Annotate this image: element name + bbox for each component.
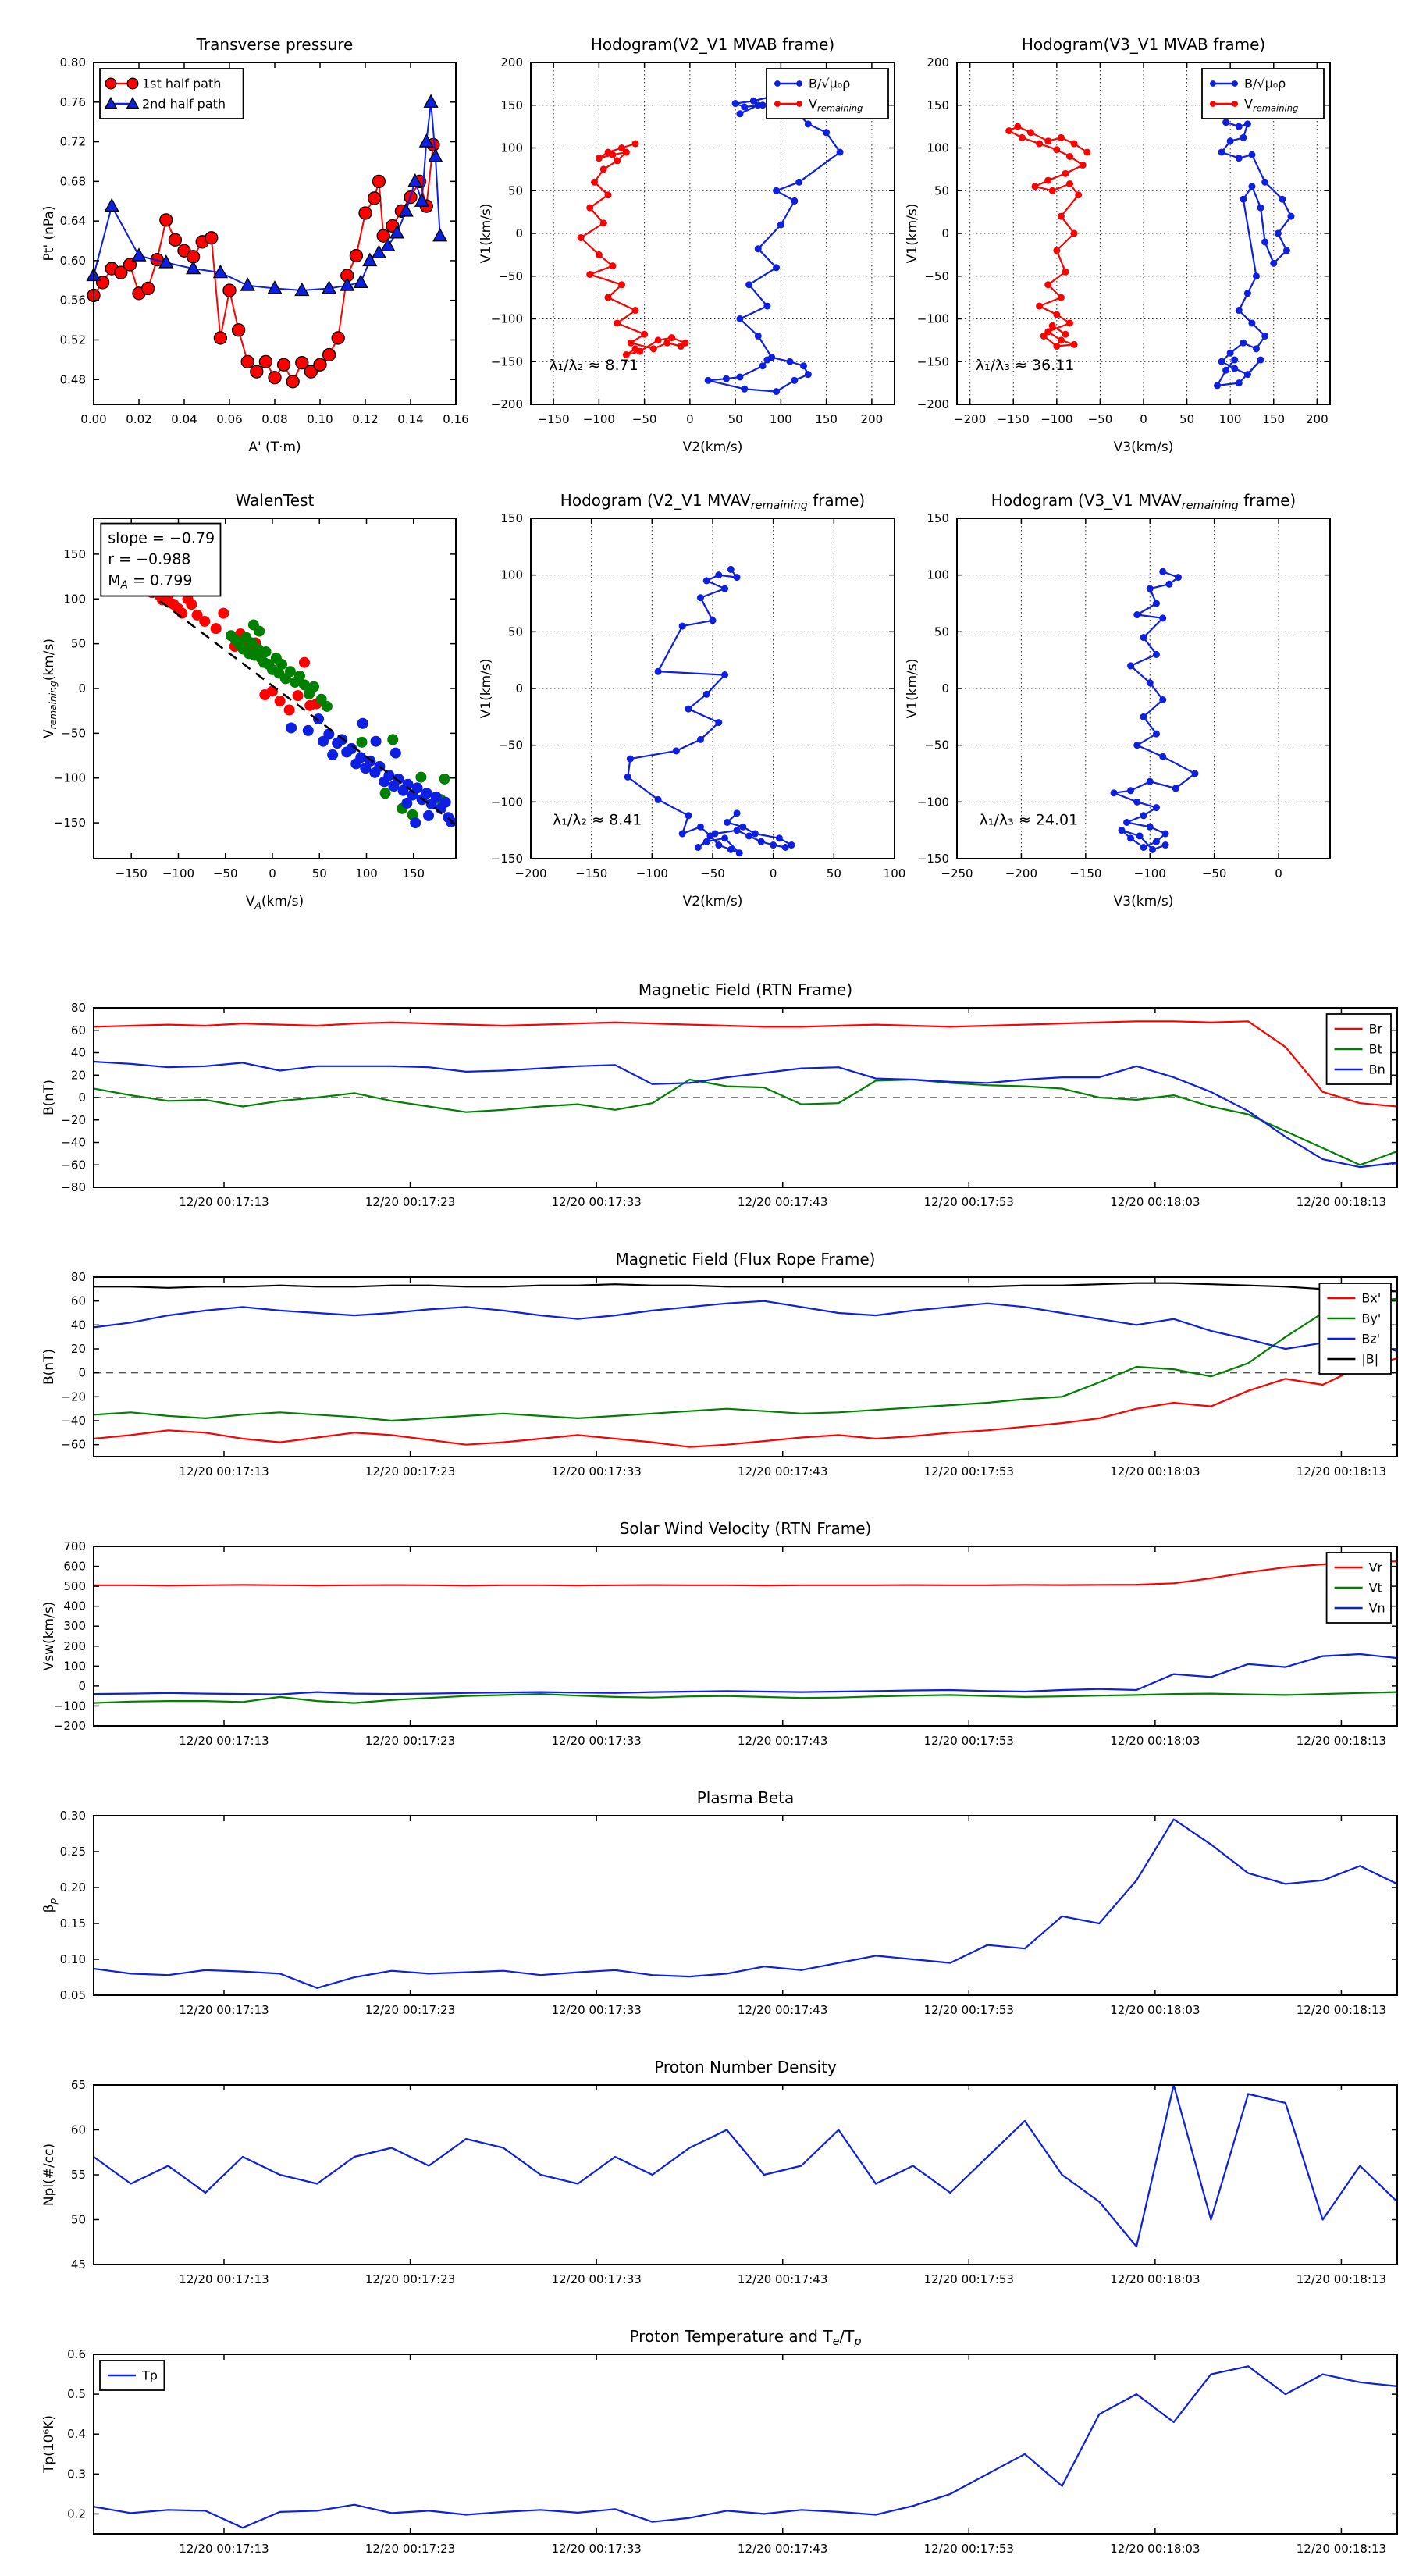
svg-text:0: 0 <box>941 226 949 240</box>
svg-text:0.20: 0.20 <box>59 1880 86 1895</box>
svg-text:80: 80 <box>70 1270 86 1284</box>
svg-text:−50: −50 <box>924 738 949 753</box>
svg-text:50: 50 <box>826 866 841 881</box>
svg-text:−50: −50 <box>61 726 86 741</box>
svg-text:Vn: Vn <box>1368 1600 1385 1616</box>
svg-text:−150: −150 <box>916 852 949 866</box>
svg-text:−100: −100 <box>582 412 615 426</box>
svg-text:0.10: 0.10 <box>59 1952 86 1966</box>
magnetic-field-flux-rope-chart <box>28 1241 1405 1493</box>
svg-text:0: 0 <box>78 1091 86 1105</box>
svg-text:B/√μ₀ρ: B/√μ₀ρ <box>1244 76 1286 91</box>
svg-text:12/20 00:18:03: 12/20 00:18:03 <box>1110 2003 1200 2017</box>
svg-text:−80: −80 <box>61 1180 86 1194</box>
svg-text:700: 700 <box>63 1539 86 1553</box>
svg-text:12/20 00:17:33: 12/20 00:17:33 <box>551 1734 642 1748</box>
svg-text:12/20 00:17:13: 12/20 00:17:13 <box>179 2272 269 2286</box>
svg-text:100: 100 <box>355 866 378 881</box>
svg-text:−60: −60 <box>61 1437 86 1452</box>
svg-text:600: 600 <box>63 1559 86 1574</box>
svg-text:−200: −200 <box>916 397 949 411</box>
svg-text:0.06: 0.06 <box>216 412 243 426</box>
svg-text:12/20 00:17:33: 12/20 00:17:33 <box>551 1464 642 1478</box>
svg-text:300: 300 <box>63 1619 86 1634</box>
svg-text:50: 50 <box>507 624 523 639</box>
svg-text:Bn: Bn <box>1368 1062 1385 1077</box>
svg-text:12/20 00:17:53: 12/20 00:17:53 <box>923 2003 1014 2017</box>
svg-text:55: 55 <box>70 2168 86 2182</box>
svg-text:12/20 00:17:53: 12/20 00:17:53 <box>923 2272 1014 2286</box>
svg-text:βp: $\beta_p$ <box>41 1898 59 1913</box>
hodogram-v3v1-mvav-chart <box>895 478 1341 934</box>
svg-text:200: 200 <box>1306 412 1329 426</box>
proton-number-density-svg <box>28 2049 1405 2300</box>
svg-text:Vt: Vt <box>1368 1580 1382 1596</box>
svg-text:0.80: 0.80 <box>59 55 86 69</box>
svg-text:λ₁/λ₃ ≈ 36.11: λ₁/λ₃ ≈ 36.11 <box>975 357 1075 375</box>
svg-text:−100: −100 <box>490 795 523 809</box>
hodogram-v2v1-mvab-chart <box>468 9 905 479</box>
svg-text:Br: Br <box>1368 1021 1383 1037</box>
svg-text:Magnetic Field (Flux Rope Fram: Magnetic Field (Flux Rope Frame) <box>615 1250 876 1268</box>
svg-text:0.00: 0.00 <box>80 412 107 426</box>
svg-text:V2(km/s): V2(km/s) <box>682 439 743 455</box>
magnetic-field-flux-rope-svg <box>28 1241 1405 1493</box>
svg-text:Hodogram (V2_V1 MVAVremaining: Hodogram (V2_V1 $MVAV_{remaining}$ frame) <box>560 491 866 512</box>
svg-text:0.76: 0.76 <box>59 94 86 109</box>
svg-text:−200: −200 <box>490 397 523 411</box>
svg-text:12/20 00:17:23: 12/20 00:17:23 <box>365 2542 456 2556</box>
svg-text:slope = −0.79: slope = −0.79 <box>108 529 215 547</box>
svg-text:−100: −100 <box>162 866 195 881</box>
svg-text:20: 20 <box>70 1068 86 1083</box>
svg-text:0.56: 0.56 <box>59 293 86 308</box>
svg-text:12/20 00:17:23: 12/20 00:17:23 <box>365 2272 456 2286</box>
svg-text:−150: −150 <box>490 852 523 866</box>
svg-text:150: 150 <box>927 511 949 525</box>
svg-text:V1(km/s): V1(km/s) <box>478 203 494 264</box>
svg-text:100: 100 <box>1218 412 1242 426</box>
svg-text:12/20 00:17:43: 12/20 00:17:43 <box>738 2542 828 2556</box>
svg-text:Hodogram (V3_V1 MVAVremaining: Hodogram (V3_V1 $MVAV_{remaining}$ frame) <box>991 491 1297 512</box>
hodogram-v2v1-mvav-svg <box>468 478 905 934</box>
svg-text:Vsw(km/s): Vsw(km/s) <box>41 1601 57 1671</box>
svg-text:0.64: 0.64 <box>59 214 86 229</box>
svg-text:50: 50 <box>1179 412 1195 426</box>
svg-text:Tp(10⁶K): Tp(10⁶K) <box>41 2414 57 2474</box>
svg-text:Npl(#/cc): Npl(#/cc) <box>41 2143 57 2207</box>
svg-text:12/20 00:17:43: 12/20 00:17:43 <box>738 1464 828 1478</box>
svg-text:−100: −100 <box>1133 866 1166 881</box>
svg-text:12/20 00:17:33: 12/20 00:17:33 <box>551 1195 642 1209</box>
svg-text:−50: −50 <box>1201 866 1227 881</box>
svg-text:12/20 00:18:13: 12/20 00:18:13 <box>1296 2272 1387 2286</box>
svg-text:λ₁/λ₂ ≈ 8.71: λ₁/λ₂ ≈ 8.71 <box>549 357 638 375</box>
svg-text:0.2: 0.2 <box>67 2507 86 2521</box>
svg-text:−150: −150 <box>575 866 608 881</box>
svg-text:400: 400 <box>63 1599 86 1614</box>
svg-text:0.05: 0.05 <box>59 1988 86 2002</box>
svg-text:100: 100 <box>500 141 523 155</box>
svg-text:12/20 00:17:43: 12/20 00:17:43 <box>738 2272 828 2286</box>
svg-text:Solar Wind Velocity (RTN Frame: Solar Wind Velocity (RTN Frame) <box>619 1519 872 1538</box>
svg-text:0: 0 <box>78 1678 86 1693</box>
svg-text:Tp: Tp <box>142 2368 158 2383</box>
svg-text:50: 50 <box>934 183 949 198</box>
svg-text:40: 40 <box>70 1318 86 1332</box>
svg-text:−50: −50 <box>631 412 657 426</box>
svg-text:MA = 0.799: $M_A = 0.799$ <box>108 571 193 592</box>
svg-text:12/20 00:17:23: 12/20 00:17:23 <box>365 1734 456 1748</box>
svg-text:−150: −150 <box>115 866 148 881</box>
hodogram-v2v1-mvab-svg <box>468 9 905 479</box>
svg-text:−50: −50 <box>498 738 523 753</box>
svg-text:0.6: 0.6 <box>67 2347 86 2361</box>
hodogram-v3v1-mvav-svg <box>895 478 1341 934</box>
svg-text:200: 200 <box>927 55 949 69</box>
walen-test-chart <box>31 478 468 934</box>
svg-text:Proton Temperature and Te/Tp: Proton Temperature and $T_e/T_p$ <box>629 2327 862 2348</box>
svg-text:60: 60 <box>70 2122 86 2137</box>
svg-text:−150: −150 <box>997 412 1030 426</box>
svg-text:12/20 00:18:13: 12/20 00:18:13 <box>1296 2542 1387 2556</box>
svg-text:Plasma Beta: Plasma Beta <box>696 1788 795 1807</box>
svg-text:−100: −100 <box>916 311 949 326</box>
svg-text:60: 60 <box>70 1293 86 1308</box>
svg-text:V2(km/s): V2(km/s) <box>682 894 743 909</box>
svg-text:12/20 00:18:13: 12/20 00:18:13 <box>1296 1734 1387 1748</box>
svg-text:0.14: 0.14 <box>397 412 424 426</box>
svg-text:0.08: 0.08 <box>261 412 288 426</box>
svg-text:By': By' <box>1361 1311 1382 1326</box>
plasma-beta-svg <box>28 1780 1405 2031</box>
svg-text:100: 100 <box>927 141 949 155</box>
svg-text:60: 60 <box>70 1023 86 1037</box>
svg-text:0: 0 <box>515 681 523 696</box>
svg-text:−100: −100 <box>916 795 949 809</box>
svg-text:0: 0 <box>686 412 694 426</box>
svg-text:0.10: 0.10 <box>307 412 333 426</box>
svg-text:Hodogram(V3_V1 MVAB frame): Hodogram(V3_V1 MVAB frame) <box>1021 35 1266 54</box>
svg-text:12/20 00:17:13: 12/20 00:17:13 <box>179 1734 269 1748</box>
svg-text:0.15: 0.15 <box>59 1916 86 1930</box>
svg-text:0.4: 0.4 <box>67 2427 86 2442</box>
svg-text:A' (T·m): A' (T·m) <box>248 439 301 455</box>
svg-text:12/20 00:17:33: 12/20 00:17:33 <box>551 2542 642 2556</box>
magnetic-field-rtn-svg <box>28 972 1405 1223</box>
svg-text:B(nT): B(nT) <box>41 1079 57 1116</box>
svg-text:150: 150 <box>500 98 523 112</box>
svg-text:50: 50 <box>727 412 743 426</box>
svg-text:0.48: 0.48 <box>59 372 86 387</box>
svg-text:−100: −100 <box>53 770 86 785</box>
svg-text:−200: −200 <box>53 1719 86 1733</box>
svg-text:150: 150 <box>1262 412 1286 426</box>
svg-text:0.04: 0.04 <box>171 412 197 426</box>
svg-text:Vremaining: $V_{remaining}$ <box>809 96 863 114</box>
svg-text:50: 50 <box>507 183 523 198</box>
svg-text:B(nT): B(nT) <box>41 1348 57 1386</box>
svg-text:VA(km/s): $V_A(km/s)$ <box>245 894 304 911</box>
svg-text:Vr: Vr <box>1368 1560 1383 1575</box>
svg-text:−100: −100 <box>1040 412 1073 426</box>
svg-text:0: 0 <box>78 681 86 696</box>
svg-text:Magnetic Field (RTN Frame): Magnetic Field (RTN Frame) <box>638 980 853 999</box>
svg-text:−250: −250 <box>941 866 973 881</box>
proton-temperature-chart <box>28 2318 1405 2570</box>
plasma-beta-chart <box>28 1780 1405 2031</box>
svg-text:0.12: 0.12 <box>352 412 379 426</box>
svg-text:200: 200 <box>63 1638 86 1653</box>
svg-text:−100: −100 <box>635 866 668 881</box>
svg-text:12/20 00:18:03: 12/20 00:18:03 <box>1110 1734 1200 1748</box>
svg-text:B/√μ₀ρ: B/√μ₀ρ <box>809 76 851 91</box>
svg-text:50: 50 <box>70 2212 86 2227</box>
svg-text:−50: −50 <box>1087 412 1113 426</box>
svg-text:0: 0 <box>515 226 523 240</box>
svg-text:Pt' (nPa): Pt' (nPa) <box>41 205 57 262</box>
proton-density-chart <box>28 2049 1405 2300</box>
svg-text:WalenTest: WalenTest <box>235 491 315 510</box>
svg-text:12/20 00:17:33: 12/20 00:17:33 <box>551 2272 642 2286</box>
svg-text:45: 45 <box>70 2258 86 2272</box>
svg-text:−150: −150 <box>537 412 570 426</box>
svg-text:r = −0.988: r = −0.988 <box>108 550 191 568</box>
svg-text:0.52: 0.52 <box>59 333 86 347</box>
svg-text:0.5: 0.5 <box>67 2387 86 2402</box>
svg-text:Proton Number Density: Proton Number Density <box>654 2058 837 2076</box>
svg-text:0: 0 <box>269 866 276 881</box>
solar-wind-velocity-svg <box>28 1510 1405 1762</box>
svg-text:−50: −50 <box>498 269 523 283</box>
proton-temperature-svg <box>28 2318 1405 2570</box>
svg-text:12/20 00:18:13: 12/20 00:18:13 <box>1296 1195 1387 1209</box>
hodogram-v3v1-mvab-svg <box>895 9 1341 479</box>
svg-text:−40: −40 <box>61 1135 86 1150</box>
svg-text:Bx': Bx' <box>1361 1290 1382 1306</box>
svg-text:Bz': Bz' <box>1361 1331 1381 1347</box>
svg-text:200: 200 <box>860 412 884 426</box>
svg-text:−150: −150 <box>490 354 523 369</box>
svg-text:12/20 00:17:13: 12/20 00:17:13 <box>179 2542 269 2556</box>
svg-text:V3(km/s): V3(km/s) <box>1113 439 1174 455</box>
svg-text:12/20 00:17:53: 12/20 00:17:53 <box>923 1734 1014 1748</box>
svg-text:100: 100 <box>770 412 792 426</box>
svg-text:12/20 00:17:23: 12/20 00:17:23 <box>365 1464 456 1478</box>
svg-text:50: 50 <box>70 636 86 651</box>
svg-text:12/20 00:18:03: 12/20 00:18:03 <box>1110 1464 1200 1478</box>
svg-text:−60: −60 <box>61 1158 86 1172</box>
svg-text:0: 0 <box>769 866 777 881</box>
svg-text:0.3: 0.3 <box>67 2467 86 2482</box>
svg-text:20: 20 <box>70 1342 86 1356</box>
svg-text:50: 50 <box>934 624 949 639</box>
svg-text:0: 0 <box>1275 866 1282 881</box>
svg-text:0.68: 0.68 <box>59 174 86 189</box>
svg-text:−200: −200 <box>954 412 987 426</box>
solar-wind-velocity-chart <box>28 1510 1405 1762</box>
svg-text:1st half path: 1st half path <box>142 76 222 91</box>
svg-text:0: 0 <box>1140 412 1147 426</box>
svg-text:0.02: 0.02 <box>126 412 152 426</box>
svg-text:−40: −40 <box>61 1414 86 1428</box>
svg-text:100: 100 <box>883 866 905 881</box>
svg-text:λ₁/λ₃ ≈ 24.01: λ₁/λ₃ ≈ 24.01 <box>979 811 1079 829</box>
svg-text:150: 150 <box>402 866 425 881</box>
svg-text:65: 65 <box>70 2078 86 2092</box>
svg-text:12/20 00:17:43: 12/20 00:17:43 <box>738 1734 828 1748</box>
svg-text:12/20 00:17:43: 12/20 00:17:43 <box>738 2003 828 2017</box>
svg-text:V1(km/s): V1(km/s) <box>478 658 494 719</box>
svg-text:Vremaining: $V_{remaining}$ <box>1244 96 1299 114</box>
hodogram-v2v1-mvav-chart <box>468 478 905 934</box>
svg-text:200: 200 <box>500 55 523 69</box>
svg-text:150: 150 <box>815 412 838 426</box>
svg-text:0.72: 0.72 <box>59 134 86 149</box>
svg-text:100: 100 <box>63 592 86 607</box>
svg-text:12/20 00:18:13: 12/20 00:18:13 <box>1296 1464 1387 1478</box>
svg-text:2nd half path: 2nd half path <box>142 96 226 112</box>
svg-text:Transverse pressure: Transverse pressure <box>196 35 354 54</box>
svg-text:12/20 00:17:23: 12/20 00:17:23 <box>365 2003 456 2017</box>
magnetic-field-rtn-chart <box>28 972 1405 1223</box>
svg-text:12/20 00:18:13: 12/20 00:18:13 <box>1296 2003 1387 2017</box>
svg-text:12/20 00:17:53: 12/20 00:17:53 <box>923 1464 1014 1478</box>
svg-text:−150: −150 <box>1069 866 1102 881</box>
svg-text:12/20 00:17:13: 12/20 00:17:13 <box>179 1464 269 1478</box>
svg-text:V1(km/s): V1(km/s) <box>905 658 920 719</box>
svg-text:−100: −100 <box>490 311 523 326</box>
svg-text:−100: −100 <box>53 1699 86 1713</box>
svg-text:100: 100 <box>63 1659 86 1674</box>
svg-text:12/20 00:17:13: 12/20 00:17:13 <box>179 2003 269 2017</box>
svg-text:12/20 00:17:33: 12/20 00:17:33 <box>551 2003 642 2017</box>
svg-text:0.16: 0.16 <box>443 412 468 426</box>
svg-text:12/20 00:17:53: 12/20 00:17:53 <box>923 1195 1014 1209</box>
svg-text:500: 500 <box>63 1579 86 1594</box>
svg-text:|B|: |B| <box>1361 1351 1379 1367</box>
svg-text:150: 150 <box>927 98 949 112</box>
svg-text:12/20 00:17:53: 12/20 00:17:53 <box>923 2542 1014 2556</box>
svg-text:150: 150 <box>63 546 86 561</box>
transverse-pressure-chart <box>31 9 468 479</box>
svg-text:0: 0 <box>78 1365 86 1380</box>
svg-text:12/20 00:18:03: 12/20 00:18:03 <box>1110 2542 1200 2556</box>
svg-text:−50: −50 <box>700 866 725 881</box>
svg-text:−150: −150 <box>916 354 949 369</box>
svg-text:100: 100 <box>927 568 949 582</box>
svg-text:−50: −50 <box>212 866 238 881</box>
svg-text:−50: −50 <box>924 269 949 283</box>
svg-text:12/20 00:18:03: 12/20 00:18:03 <box>1110 1195 1200 1209</box>
svg-text:50: 50 <box>311 866 327 881</box>
svg-text:V1(km/s): V1(km/s) <box>905 203 920 264</box>
svg-text:Hodogram(V2_V1 MVAB frame): Hodogram(V2_V1 MVAB frame) <box>590 35 835 54</box>
svg-text:λ₁/λ₂ ≈ 8.41: λ₁/λ₂ ≈ 8.41 <box>552 811 642 829</box>
svg-text:12/20 00:17:43: 12/20 00:17:43 <box>738 1195 828 1209</box>
svg-text:Bt: Bt <box>1368 1041 1382 1057</box>
svg-text:40: 40 <box>70 1045 86 1060</box>
walen-test-svg <box>31 478 468 934</box>
transverse-pressure-svg <box>31 9 468 479</box>
svg-text:0.60: 0.60 <box>59 253 86 268</box>
svg-text:−200: −200 <box>514 866 547 881</box>
svg-text:12/20 00:17:13: 12/20 00:17:13 <box>179 1195 269 1209</box>
svg-text:12/20 00:18:03: 12/20 00:18:03 <box>1110 2272 1200 2286</box>
svg-text:V3(km/s): V3(km/s) <box>1113 894 1174 909</box>
svg-text:0.25: 0.25 <box>59 1845 86 1859</box>
svg-text:Vremaining(km/s): $V_{remaining}(km/s)$ <box>41 639 59 738</box>
svg-text:0.30: 0.30 <box>59 1809 86 1823</box>
svg-text:12/20 00:17:23: 12/20 00:17:23 <box>365 1195 456 1209</box>
hodogram-v3v1-mvab-chart <box>895 9 1341 479</box>
svg-text:100: 100 <box>500 568 523 582</box>
svg-text:−20: −20 <box>61 1112 86 1127</box>
svg-text:80: 80 <box>70 1001 86 1015</box>
svg-text:−200: −200 <box>1005 866 1038 881</box>
svg-text:150: 150 <box>500 511 523 525</box>
svg-text:−150: −150 <box>53 816 86 831</box>
svg-text:−20: −20 <box>61 1389 86 1404</box>
svg-text:0: 0 <box>941 681 949 696</box>
